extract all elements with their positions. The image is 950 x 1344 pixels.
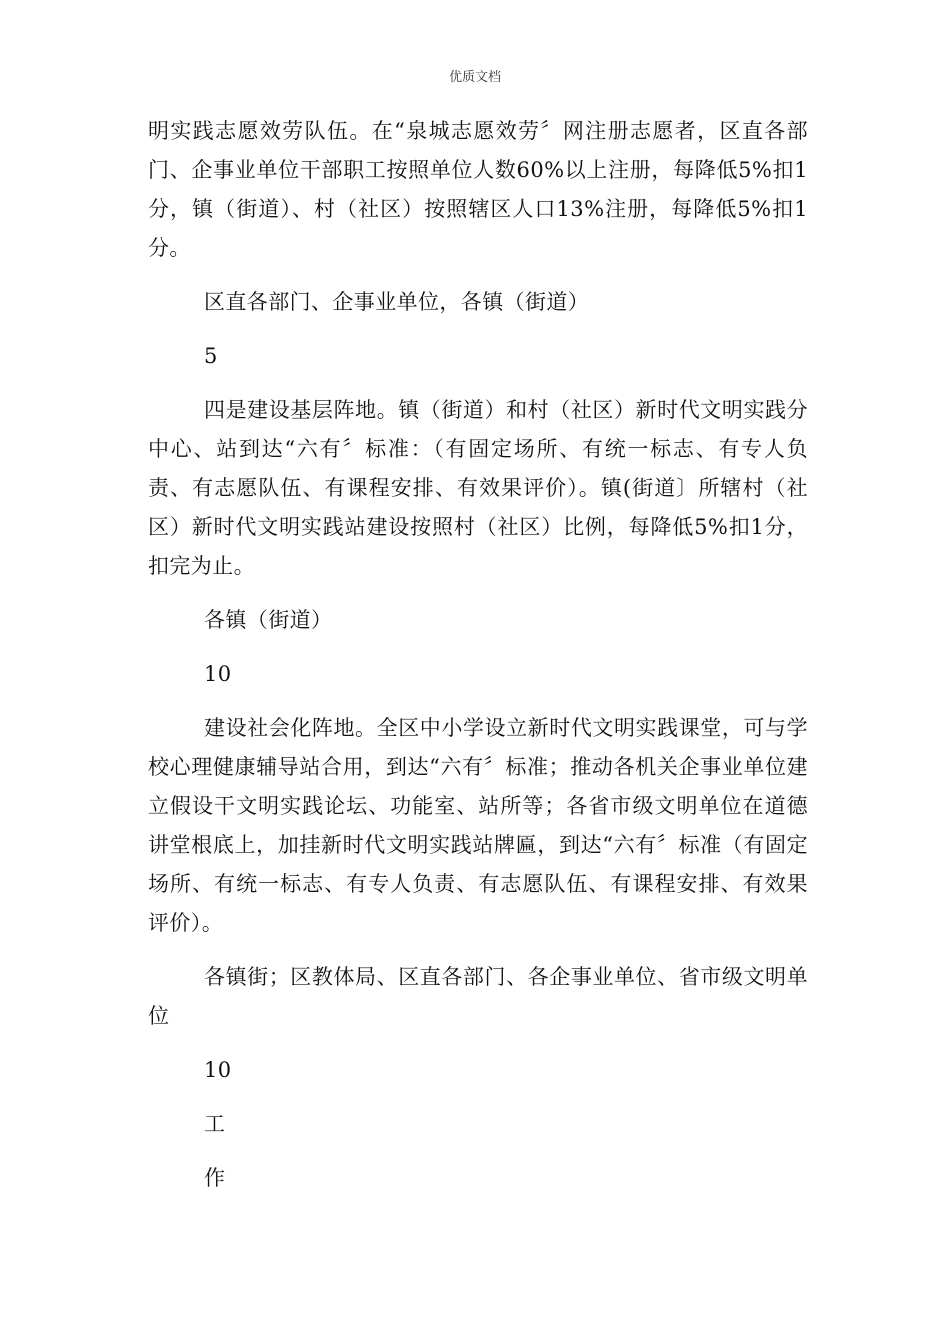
score-1: 5: [204, 344, 218, 368]
score-3: 10: [204, 1058, 232, 1082]
vertical-text-char-2: 作: [204, 1166, 226, 1190]
page-header: 优质文档: [448, 70, 501, 85]
responsible-units-1: 区直各部门、企事业单位，各镇（街道）: [204, 290, 590, 314]
score-2: 10: [204, 662, 232, 686]
paragraph-grassroots-positions: 四是建设基层阵地。镇（街道）和村（社区）新时代文明实践分中心、站到达“六有〞标准：（有固定场所、有统一标志、有专人负责、有志愿队伍、有课程安排、有效果评价）。镇(街道〕所辖村（社区）新时代文明实践站建设按照村（社区）比例，每降低5%扣1分，扣完为止。: [148, 398, 808, 578]
paragraph-volunteer-registration: 明实践志愿效劳队伍。在“泉城志愿效劳〞网注册志愿者，区直各部门、企事业单位干部职工按照单位人数60%以上注册，每降低5%扣1分，镇（街道）、村（社区）按照辖区人口13%注册，每降低5%扣1分。: [148, 119, 808, 260]
responsible-units-3: 各镇街；区教体局、区直各部门、各企事业单位、省市级文明单位: [148, 965, 808, 1028]
document-body: [148, 112, 808, 1198]
responsible-units-2: 各镇（街道）: [204, 608, 333, 632]
paragraph-social-positions: 建设社会化阵地。全区中小学设立新时代文明实践课堂，可与学校心理健康辅导站合用，到达“六有〞标准；推动各机关企事业单位建立假设干文明实践论坛、功能室、站所等；各省市级文明单位在道德讲堂根底上，加挂新时代文明实践站牌匾，到达“六有〞标准（有固定场所、有统一标志、有专人负责、有志愿队伍、有课程安排、有效果评价）。: [148, 716, 808, 935]
vertical-text-char-1: 工: [204, 1112, 226, 1136]
